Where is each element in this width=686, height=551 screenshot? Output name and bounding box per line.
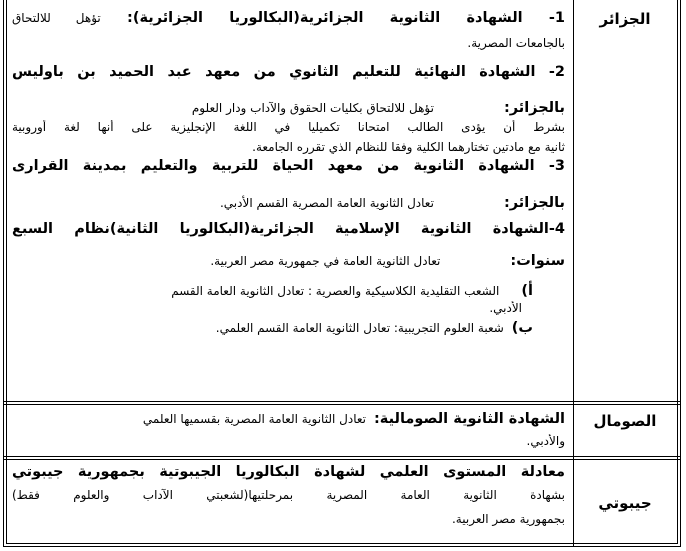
item-1-text-cont: بالجامعات المصرية. — [467, 36, 565, 50]
sub-item-a-text: الشعب التقليدية الكلاسيكية والعصرية : تعادل الثانوية العامة القسم — [171, 284, 500, 298]
djibouti-title: معادلة المستوى العلمي لشهادة البكالوريا الجيبوتية بجمهورية جيبوتي — [12, 464, 565, 480]
country-djibouti: جيبوتي — [598, 494, 652, 512]
item-4-title: 4-الشهادة الثانوية الإسلامية الجزائرية(البكالوريا الثانية)نظام السبع — [12, 221, 565, 237]
item-3-text: تعادل الثانوية العامة المصرية القسم الأدبي. — [219, 196, 434, 210]
column-divider — [573, 0, 574, 547]
sub-item-a-marker: أ) — [521, 283, 533, 299]
item-4-label: سنوات: — [510, 253, 565, 269]
item-3-title: 3- الشهادة الثانوية من معهد الحياة للتربية والتعليم بمدينة القرارى — [12, 158, 565, 174]
sub-item-b-marker: ب) — [511, 320, 533, 336]
item-3-label-line — [12, 192, 565, 211]
row-divider — [3, 456, 681, 460]
item-1-text: تؤهل للالتحاق — [12, 11, 101, 25]
item-2-title: 2- الشهادة النهائية للتعليم الثانوي من معهد عبد الحميد بن باوليس — [12, 64, 565, 80]
item-2-label-line — [12, 97, 565, 116]
item-2-text: تؤهل للالتحاق بكليات الحقوق والآداب ودار العلوم — [191, 101, 434, 115]
country-algeria: الجزائر — [599, 10, 651, 28]
djibouti-text-cont: بجمهورية مصر العربية. — [451, 512, 565, 526]
item-2-text-cont: بشرط أن يؤدى الطالب امتحانا تكميليا في اللغة الإنجليزية على أنها لغة أوروبية — [12, 120, 565, 134]
country-somalia: الصومال — [593, 412, 657, 430]
item-3-label: بالجزائر: — [503, 195, 565, 211]
sub-item-b-text: شعبة العلوم التجريبية: تعادل الثانوية العامة القسم العلمي. — [215, 321, 504, 335]
item-2-label: بالجزائر: — [503, 100, 565, 116]
item-4-text: تعادل الثانوية العامة في جمهورية مصر العربية. — [210, 254, 441, 268]
somalia-text: تعادل الثانوية العامة المصرية بقسميها العلمي — [142, 412, 366, 426]
row-divider — [3, 401, 681, 405]
djibouti-text: بشهادة الثانوية العامة المصرية بمرحلتيها(لشعبتي الآداب والعلوم فقط) — [12, 488, 565, 502]
item-4-label-line — [12, 250, 565, 269]
somalia-title: الشهادة الثانوية الصومالية: — [373, 411, 565, 427]
item-2-text-cont: ثانية مع مادتين تختارهما الكلية وفقا للنظام الذي تقرره الجامعة. — [252, 140, 565, 154]
item-1-title: 1- الشهادة الثانوية الجزائرية(البكالوريا الجزائرية): — [127, 10, 565, 26]
somalia-text-cont: والأدبي. — [526, 434, 565, 448]
sub-item-b — [12, 317, 565, 336]
item-1-line — [12, 7, 565, 29]
somalia-line — [12, 408, 565, 427]
sub-item-a — [12, 280, 565, 299]
sub-item-a-cont: الأدبي. — [489, 301, 522, 315]
